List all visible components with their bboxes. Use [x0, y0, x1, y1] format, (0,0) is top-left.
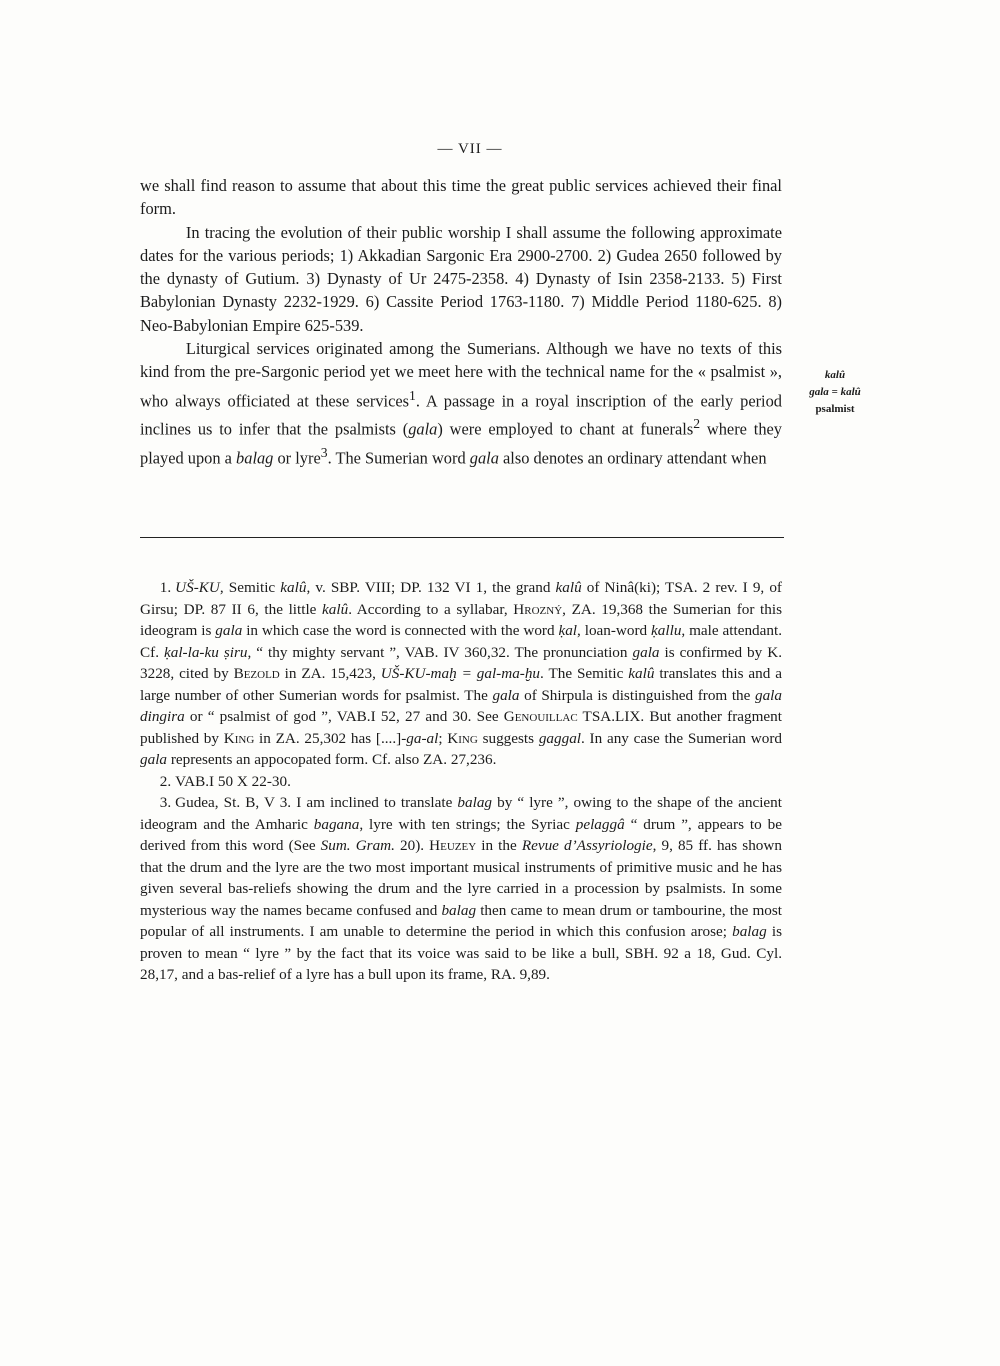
fn-author: King: [447, 729, 478, 747]
footnote-divider: [140, 537, 784, 538]
term-gala: gala: [408, 419, 438, 439]
footnote-ref-2[interactable]: 2: [693, 416, 701, 432]
fn-text: “ drum ”, appears to be derived from this word (See: [140, 815, 782, 854]
p3-text: Liturgical services originated among the Sumerians. Although we have no texts of this kind from the pre-Sargonic period yet we meet here with the technical name for the « psalmist », who always officiated at these services: [140, 339, 782, 411]
footnote-3: [140, 792, 782, 986]
fn-text: ;: [438, 729, 448, 747]
fn-text: , v. SBP. VIII; DP. 132 VI 1, the grand: [306, 579, 556, 596]
fn-text: 20).: [394, 837, 430, 854]
p3-text: or lyre: [273, 448, 321, 468]
page-number: — VII —: [437, 141, 503, 157]
margin-note-line: psalmist: [815, 403, 855, 415]
fn-text: or “ psalmist of god ”, VAB.I 52, 27 and 30. See: [184, 708, 504, 725]
term-balag: balag: [236, 448, 274, 468]
fn-term: kalû: [322, 600, 349, 618]
footnotes: [140, 577, 782, 986]
fn-author: Genouillac: [503, 708, 578, 725]
fn-term: pelaggâ: [575, 815, 625, 833]
p3-text: . The Sumerian word: [327, 448, 470, 468]
fn-term: gala: [492, 686, 520, 704]
term-gala: gala: [469, 448, 499, 468]
fn-term: UŠ-KU-maḫ = gal-ma-ḫu: [380, 665, 541, 682]
fn-text: , “ thy mighty servant ”, VAB. IV 360,32. The pronunciation: [247, 643, 633, 661]
margin-note: [790, 367, 880, 418]
footnote-2: [140, 771, 782, 793]
fn-text: . In any case the Sumerian word: [581, 729, 782, 747]
fn-text: , loan-word: [577, 622, 652, 639]
fn-text: is proven to mean “ lyre ” by the fact that its voice was said to be like a bull, SBH. 92 a 18, Gud. Cyl. 28,17, and a bas-relief of a lyre has a bull upon its frame, RA. 9,89.: [140, 923, 782, 983]
fn-term: -ga-al: [401, 729, 439, 747]
p3-text: also denotes an ordinary attendant when: [498, 448, 767, 468]
paragraph-1: we shall find reason to assume that about this time the great public services achieved their final form.: [140, 176, 782, 219]
fn-text: of Ninâ(ki); TSA. 2 rev. I 9, of Girsu; DP. 87 II 6, the little: [140, 579, 782, 618]
fn-term: kalû: [628, 665, 655, 682]
footnote-1: [140, 577, 782, 771]
fn-term: gala: [215, 622, 243, 639]
fn-text: , lyre with ten strings; the Syriac: [359, 815, 576, 833]
fn-author: King: [223, 729, 255, 747]
main-text: [140, 174, 782, 470]
fn-text: represents an appocopated form. Cf. also ZA. 27,236.: [167, 751, 497, 768]
fn-term: ḳal-la-ku ṣiru: [164, 643, 248, 661]
fn-text: by “ lyre ”, owing to the shape of the ancient ideogram and the Amharic: [140, 794, 782, 833]
paragraph-3: [140, 337, 782, 470]
fn-text: , ZA. 19,368 the Sumerian for this ideogram is: [140, 600, 782, 639]
fn-term: kalû: [280, 579, 307, 596]
fn-text: in ZA. 25,302 has [....]: [254, 729, 402, 747]
fn-term: gala: [140, 751, 168, 768]
footnote-ref-3[interactable]: 3: [320, 445, 328, 461]
footnote-number: 2.: [159, 772, 172, 790]
fn-text: . According to a syllabar,: [348, 600, 514, 618]
paragraph-2: In tracing the evolution of their public worship I shall assume the following approximate dates for the various periods; 1) Akkadian Sargonic Era 2900-2700. 2) Gudea 2650 followed by the dynasty of Gutium. 3) Dynasty of Ur 2475-2358. 4) Dynasty of Isin 2358-2133. 5) First Babylonian Dynasty 2232-1929. 6) Cassite Period 1763-1180. 7) Middle Period 1180-625. 8) Neo-Babylonian Empire 625-539.: [140, 222, 782, 335]
p3-text: where they played upon a: [140, 419, 782, 468]
fn-text: , 9, 85 ff. has shown that the drum and the lyre are the two most important musical instruments of primitive music and he has given several bas-reliefs showing the drum and the lyre carried in a procession by psalmists. In some mysterious way the names became confused and: [140, 837, 782, 919]
margin-note-line: kalû: [824, 369, 846, 381]
fn-author: Bezold: [233, 665, 280, 682]
fn-term: gala: [632, 643, 660, 661]
fn-term: Revue d’Assyriologie: [521, 837, 653, 854]
margin-note-line: gala = kalû: [809, 386, 861, 398]
fn-text: , Semitic: [219, 579, 281, 596]
fn-text: suggests: [477, 729, 539, 747]
fn-term: balag: [732, 923, 767, 940]
fn-text: in which case the word is connected with the word: [242, 622, 559, 639]
footnote-number: 3.: [159, 794, 172, 811]
fn-text: of Shirpula is distinguished from the: [519, 686, 755, 704]
fn-text: in ZA. 15,423,: [279, 665, 381, 682]
fn-term: Sum. Gram.: [320, 837, 395, 854]
fn-term: UŠ-KU: [175, 579, 220, 596]
fn-term: bagana: [313, 815, 360, 833]
fn-text: in the: [476, 837, 522, 854]
fn-author: Heuzey: [429, 837, 477, 854]
fn-text: translates this and a large number of other Sumerian words for psalmist. The: [140, 665, 782, 704]
fn-term: balag: [457, 794, 493, 811]
footnote-ref-1[interactable]: 1: [409, 387, 416, 403]
p3-text: . A passage in a royal inscription of the early period inclines us to infer that the psalmists (: [140, 391, 782, 439]
footnote-number: 1.: [159, 579, 172, 596]
fn-text: VAB.I 50 X 22-30.: [175, 772, 291, 790]
fn-author: Hrozný: [513, 600, 563, 618]
fn-text: TSA.LIX. But another fragment published by: [140, 708, 782, 747]
p3-text: ) were employed to chant at funerals: [437, 419, 694, 439]
fn-term: balag: [441, 901, 477, 919]
fn-term: gaggal: [538, 729, 582, 747]
fn-text: Gudea, St. B, V 3. I am inclined to translate: [175, 794, 458, 811]
fn-term: ḳallu: [651, 622, 682, 639]
fn-term: gala dingira: [140, 686, 782, 725]
fn-text: is confirmed by K. 3228, cited by: [140, 643, 783, 682]
fn-term: kalû: [555, 579, 582, 596]
fn-term: ḳal: [558, 622, 578, 639]
fn-text: , male attendant. Cf.: [140, 622, 782, 661]
fn-text: . The Semitic: [540, 665, 629, 682]
fn-text: then came to mean drum or tambourine, the most popular of all instruments. I am unable to determine the period in which this confusion arose;: [140, 901, 783, 940]
